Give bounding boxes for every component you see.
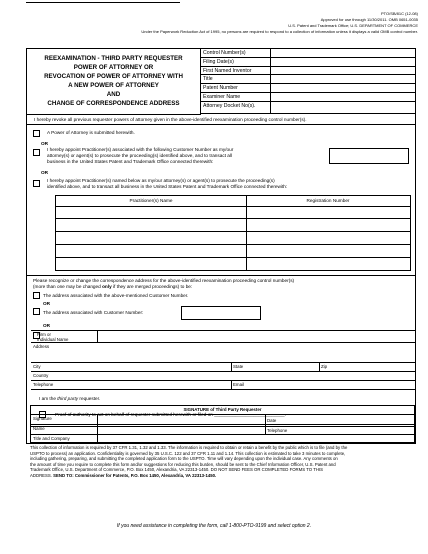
section-divider [27, 275, 416, 276]
title-label: Title [201, 75, 271, 83]
identification-table [201, 49, 416, 114]
form-number: PTO/SB/81C (12-08) [380, 11, 418, 16]
title-line-4: A NEW POWER OF ATTORNEY [68, 82, 159, 89]
table-divider [246, 196, 247, 270]
name-input[interactable] [98, 425, 264, 434]
filing-date-row [201, 58, 416, 67]
title-line-2: POWER OF ATTORNEY OR [73, 64, 154, 71]
requester-text-b: requester. [78, 396, 101, 401]
title-line-3: REVOCATION OF POWER OF ATTORNEY WITH [44, 73, 183, 80]
form-container [26, 48, 416, 444]
address-label: Address [33, 344, 50, 349]
corr-or-2: OR [43, 323, 51, 328]
burden-line-4: the amount of time you require to complete this form and/or suggestions for reducing this burden, should be sent to the Chief Information Officer, U.S. Patent and [30, 461, 336, 467]
firm-label-2: Individual Name [37, 337, 69, 342]
name-label: Name [33, 426, 45, 431]
state-label: State [233, 364, 244, 369]
customer-number-line-1: I hereby appoint Practitioner(s) associated with the following Customer Number as my/our [47, 147, 234, 152]
title-field[interactable] [271, 75, 416, 83]
intro-text-a: (more than one may be changed [33, 284, 103, 289]
intro-text-b: if they are merged proceedings) to be: [111, 284, 193, 289]
approval-text: Approved for use through 11/30/2011. OMB 0651-0035 [320, 17, 418, 22]
docket-number-row [201, 102, 416, 114]
practitioner-name-header: Practitioner(s) Name [129, 198, 173, 203]
country-label: Country [33, 373, 49, 378]
firm-name-input[interactable] [98, 331, 415, 342]
firm-label-1: Firm or [37, 332, 51, 337]
table-row [56, 231, 410, 232]
registration-number-header: Registration Number [306, 198, 350, 203]
burden-line-1: This collection of information is required by 37 CFR 1.31, 1.32 and 1.33. The information is required to obtain or retain a benefit by the public which is to file (and by the [30, 445, 348, 450]
city-label: City [33, 364, 41, 369]
burden-line-3: including gathering, preparing, and submitting the completed application form to the USPTO. Time will vary depending upon the individual case. Any comments on [30, 456, 338, 462]
burden-statement [30, 445, 415, 479]
control-number-field[interactable] [271, 49, 416, 57]
customer-number-line-2: attorney(s) or agent(s) to prosecute the proceeding(s) identified above, and to transact all [47, 153, 232, 158]
correspondence-intro-2 [33, 284, 192, 290]
correspondence-intro-1: Please recognize or change the correspondence address for the above-identified reexamination proceeding control number(s) [33, 278, 295, 283]
signature-input[interactable] [98, 415, 264, 424]
signature-heading: SIGNATURE of Third Party Requester [183, 407, 262, 412]
table-row [56, 244, 410, 245]
burden-line-6 [30, 473, 415, 479]
date-label: Date [267, 418, 277, 423]
corr-customer-number-checkbox[interactable] [33, 308, 40, 315]
named-practitioners-line-1: I hereby appoint Practitioner(s) named below as my/our attorney(s) or agent(s) to prosecute the proceeding(s) [47, 178, 275, 183]
title-company-label: Title and Company [33, 436, 70, 441]
title-row [201, 75, 416, 84]
first-inventor-row [201, 67, 416, 76]
address-input[interactable] [31, 343, 416, 362]
telephone-divider [231, 380, 232, 389]
control-number-label: Control Number(s) [201, 49, 271, 57]
poa-submitted-label: A Power of Attorney is submitted herewith. [47, 130, 135, 135]
requester-text-a: I am the [39, 396, 58, 401]
patent-number-row [201, 84, 416, 93]
intro-only: only [102, 284, 112, 289]
control-number-row [201, 49, 416, 58]
corr-customer-label: The address associated with the above-mentioned Customer Number. [43, 293, 189, 298]
customer-number-line-3: business in the United States Patent and Trademark Office connected therewith: [47, 159, 214, 164]
named-practitioners-checkbox[interactable] [33, 180, 40, 187]
header-rule [26, 2, 180, 3]
telephone-sig-label: Telephone [267, 428, 288, 433]
docket-number-label: Attorney Docket No(s). [201, 102, 271, 113]
table-row [56, 206, 410, 207]
burden-line-6a: ADDRESS. [30, 472, 54, 478]
patent-number-label: Patent Number [201, 84, 271, 92]
practitioner-table [55, 195, 411, 271]
customer-number-input[interactable] [329, 148, 409, 164]
filing-date-label: Filing Date(s) [201, 58, 271, 66]
filing-date-field[interactable] [271, 58, 416, 66]
corr-customer-number-label: The address associated with Customer Number: [43, 310, 144, 315]
patent-number-field[interactable] [271, 84, 416, 92]
docket-number-field[interactable] [271, 102, 416, 113]
examiner-name-row [201, 93, 416, 102]
telephone-label: Telephone [33, 382, 54, 387]
title-line-1: REEXAMINATION - THIRD PARTY REQUESTER [44, 55, 183, 62]
first-inventor-label: First Named Inventor [201, 67, 271, 75]
address-row-line [31, 362, 416, 363]
named-practitioners-line-2: identified above, and to transact all business in the United States Patent and Trademark Office connected therewith: [47, 184, 288, 189]
burden-line-2: USPTO to process) an application. Confidentiality is governed by 35 U.S.C. 122 and 37 CFR 1.11 and 1.14. This collection is estimated to take 3 minutes to complete, [30, 450, 346, 456]
title-line-6: CHANGE OF CORRESPONDENCE ADDRESS [47, 100, 180, 107]
burden-send-to: SEND TO: Commissioner for Patents, P.O. Box 1450, Alexandria, VA 22313-1450. [53, 472, 217, 478]
signature-table [30, 405, 415, 443]
state-divider [319, 362, 320, 371]
corr-customer-number-input[interactable] [181, 306, 261, 320]
or-label-1: OR [41, 141, 49, 146]
examiner-name-label: Examiner Name [201, 93, 271, 101]
or-label-2: OR [41, 170, 49, 175]
address-row-line [31, 380, 416, 381]
email-label: Email [233, 382, 244, 387]
address-row-line [31, 389, 416, 390]
table-row [56, 218, 410, 219]
zip-label: Zip [321, 364, 328, 369]
corr-or-1: OR [43, 301, 51, 306]
city-divider [231, 362, 232, 371]
revoke-statement: I hereby revoke all previous requester powers of attorney given in the above-identified reexamination proceeding control number(s). [27, 115, 416, 125]
title-company-input[interactable] [98, 435, 414, 443]
customer-number-checkbox[interactable] [33, 149, 40, 156]
examiner-name-field[interactable] [271, 93, 416, 101]
signature-label: Signature [33, 416, 52, 421]
poa-submitted-checkbox[interactable] [33, 130, 40, 137]
assistance-footer: If you need assistance in completing the form, call 1-800-PTO-9199 and select option 2. [116, 523, 312, 529]
address-row-line [31, 371, 416, 372]
first-inventor-field[interactable] [271, 67, 416, 75]
proof-authority-label: Proof of authority to act on behalf of requester submitted herewith or filed on ___________________________. [55, 412, 286, 417]
table-row [56, 257, 410, 258]
office-text: U.S. Patent and Trademark Office; U.S. DEPARTMENT OF COMMERCE [288, 23, 418, 28]
requester-third-party: third party [57, 396, 79, 401]
paperwork-text: Under the Paperwork Reduction Act of 1995, no persons are required to respond to a collection of information unless it displays a valid OMB control number. [141, 29, 418, 34]
form-title [27, 49, 201, 115]
requester-statement [39, 396, 100, 402]
title-line-5: AND [106, 91, 121, 98]
burden-line-5: Trademark Office, U.S. Department of Commerce, P.O. Box 1450, Alexandria, VA 22313-1450. DO NOT SEND FEES OR COMPLETED FORMS TO THIS [30, 467, 324, 473]
corr-customer-checkbox[interactable] [33, 292, 40, 299]
